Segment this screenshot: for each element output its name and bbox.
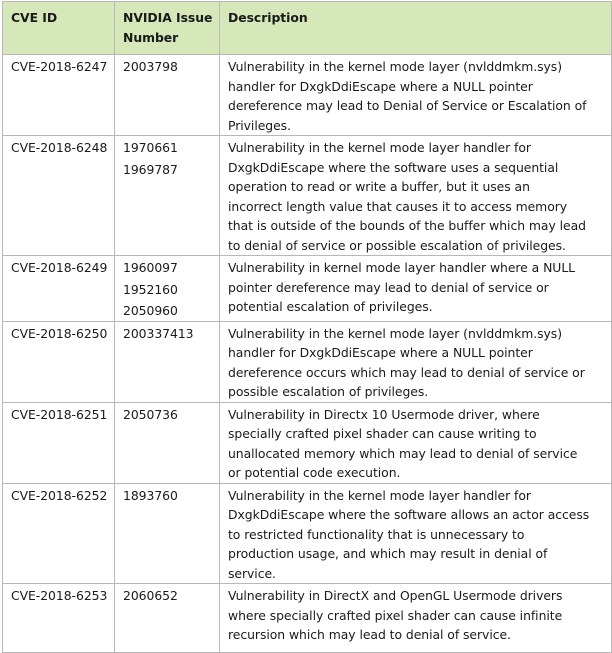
header-issue-number-line1: NVIDIA Issue	[123, 10, 213, 25]
issue-number: 2003798	[123, 59, 178, 74]
description-line: that is outside of the bounds of the buffer which may lead	[228, 218, 586, 233]
description-cell	[220, 321, 612, 402]
cve-id-cell: CVE-2018-6247	[3, 55, 115, 136]
description-cell	[220, 55, 612, 136]
table-row	[3, 402, 612, 483]
cve-id-cell: CVE-2018-6249	[3, 256, 115, 322]
description-line: dereference occurs which may lead to denial of service or	[228, 364, 585, 380]
description-line: production usage, and which may result in denial of	[228, 546, 548, 561]
issue-number: 2050960	[123, 303, 178, 318]
header-issue-number-line2: Number	[123, 30, 179, 45]
issue-number-cell	[115, 136, 220, 256]
cve-id-cell: CVE-2018-6251	[3, 402, 115, 483]
description-line: DxgkDdiEscape where the software allows an actor access	[228, 507, 590, 522]
description-line: unallocated memory which may lead to denial of service	[228, 445, 578, 461]
issue-number: 1960097	[123, 260, 178, 275]
description-line: dereference may lead to Denial of Service or Escalation of	[228, 98, 587, 113]
description-line: to denial of service or possible escalation of privileges.	[228, 237, 566, 253]
description-line: handler for DxgkDdiEscape where a NULL pointer	[228, 345, 533, 360]
description-line: Vulnerability in DirectX and OpenGL Usermode drivers	[228, 588, 563, 603]
issue-number-cell	[115, 55, 220, 136]
description-line: service.	[228, 565, 276, 581]
description-line: handler for DxgkDdiEscape where a NULL pointer	[228, 78, 533, 94]
cve-id-cell: CVE-2018-6252	[3, 483, 115, 584]
description-line: where specially crafted pixel shader can cause infinite	[228, 607, 563, 623]
table-row	[3, 483, 612, 584]
issue-number: 2060652	[123, 588, 178, 603]
description-line: Vulnerability in the kernel mode layer (nvlddmkm.sys)	[228, 325, 562, 341]
issue-number: 200337413	[123, 325, 194, 341]
description-line: Vulnerability in the kernel mode layer handler for	[228, 487, 531, 503]
issue-number: 1970661	[123, 140, 178, 155]
description-line: or potential code execution.	[228, 465, 401, 480]
description-line: possible escalation of privileges.	[228, 384, 429, 399]
table-row	[3, 256, 612, 322]
issue-number-cell	[115, 584, 220, 653]
table-header	[3, 2, 612, 55]
description-line: incorrect length value that causes it to access memory	[228, 198, 568, 214]
header-issue-number	[115, 2, 220, 55]
description-cell	[220, 256, 612, 322]
description-cell	[220, 402, 612, 483]
description-line: DxgkDdiEscape where the software uses a sequential	[228, 159, 559, 175]
table-row	[3, 584, 612, 653]
description-cell	[220, 584, 612, 653]
description-line: recursion which may lead to denial of service.	[228, 627, 511, 642]
description-line: Vulnerability in kernel mode layer handler where a NULL	[228, 260, 576, 275]
cve-table	[2, 1, 612, 653]
table-row	[3, 136, 612, 256]
description-line: Vulnerability in Directx 10 Usermode driver, where	[228, 406, 540, 422]
issue-number: 1952160	[123, 281, 178, 297]
header-cve-id: CVE ID	[3, 2, 115, 55]
cve-id-cell: CVE-2018-6253	[3, 584, 115, 653]
table-body	[3, 55, 612, 653]
issue-number-cell	[115, 483, 220, 584]
issue-number: 1893760	[123, 487, 178, 503]
issue-number: 2050736	[123, 406, 178, 422]
description-line: to restricted functionality that is unnecessary to	[228, 526, 525, 542]
issue-number: 1969787	[123, 161, 178, 177]
description-line: Vulnerability in the kernel mode layer (nvlddmkm.sys)	[228, 59, 562, 74]
description-cell	[220, 136, 612, 256]
description-line: Privileges.	[228, 117, 291, 133]
issue-number-cell	[115, 321, 220, 402]
cve-id-cell: CVE-2018-6248	[3, 136, 115, 256]
description-line: potential escalation of privileges.	[228, 299, 433, 314]
table-row	[3, 321, 612, 402]
description-cell	[220, 483, 612, 584]
table-row	[3, 55, 612, 136]
issue-number-cell	[115, 256, 220, 322]
description-line: operation to read or write a buffer, but it uses an	[228, 179, 530, 194]
header-description: Description	[220, 2, 612, 55]
description-line: Vulnerability in the kernel mode layer handler for	[228, 140, 531, 155]
issue-number-cell	[115, 402, 220, 483]
cve-id-cell: CVE-2018-6250	[3, 321, 115, 402]
description-line: specially crafted pixel shader can cause writing to	[228, 426, 537, 441]
description-line: pointer dereference may lead to denial of service or	[228, 279, 549, 295]
header-row	[3, 2, 612, 55]
